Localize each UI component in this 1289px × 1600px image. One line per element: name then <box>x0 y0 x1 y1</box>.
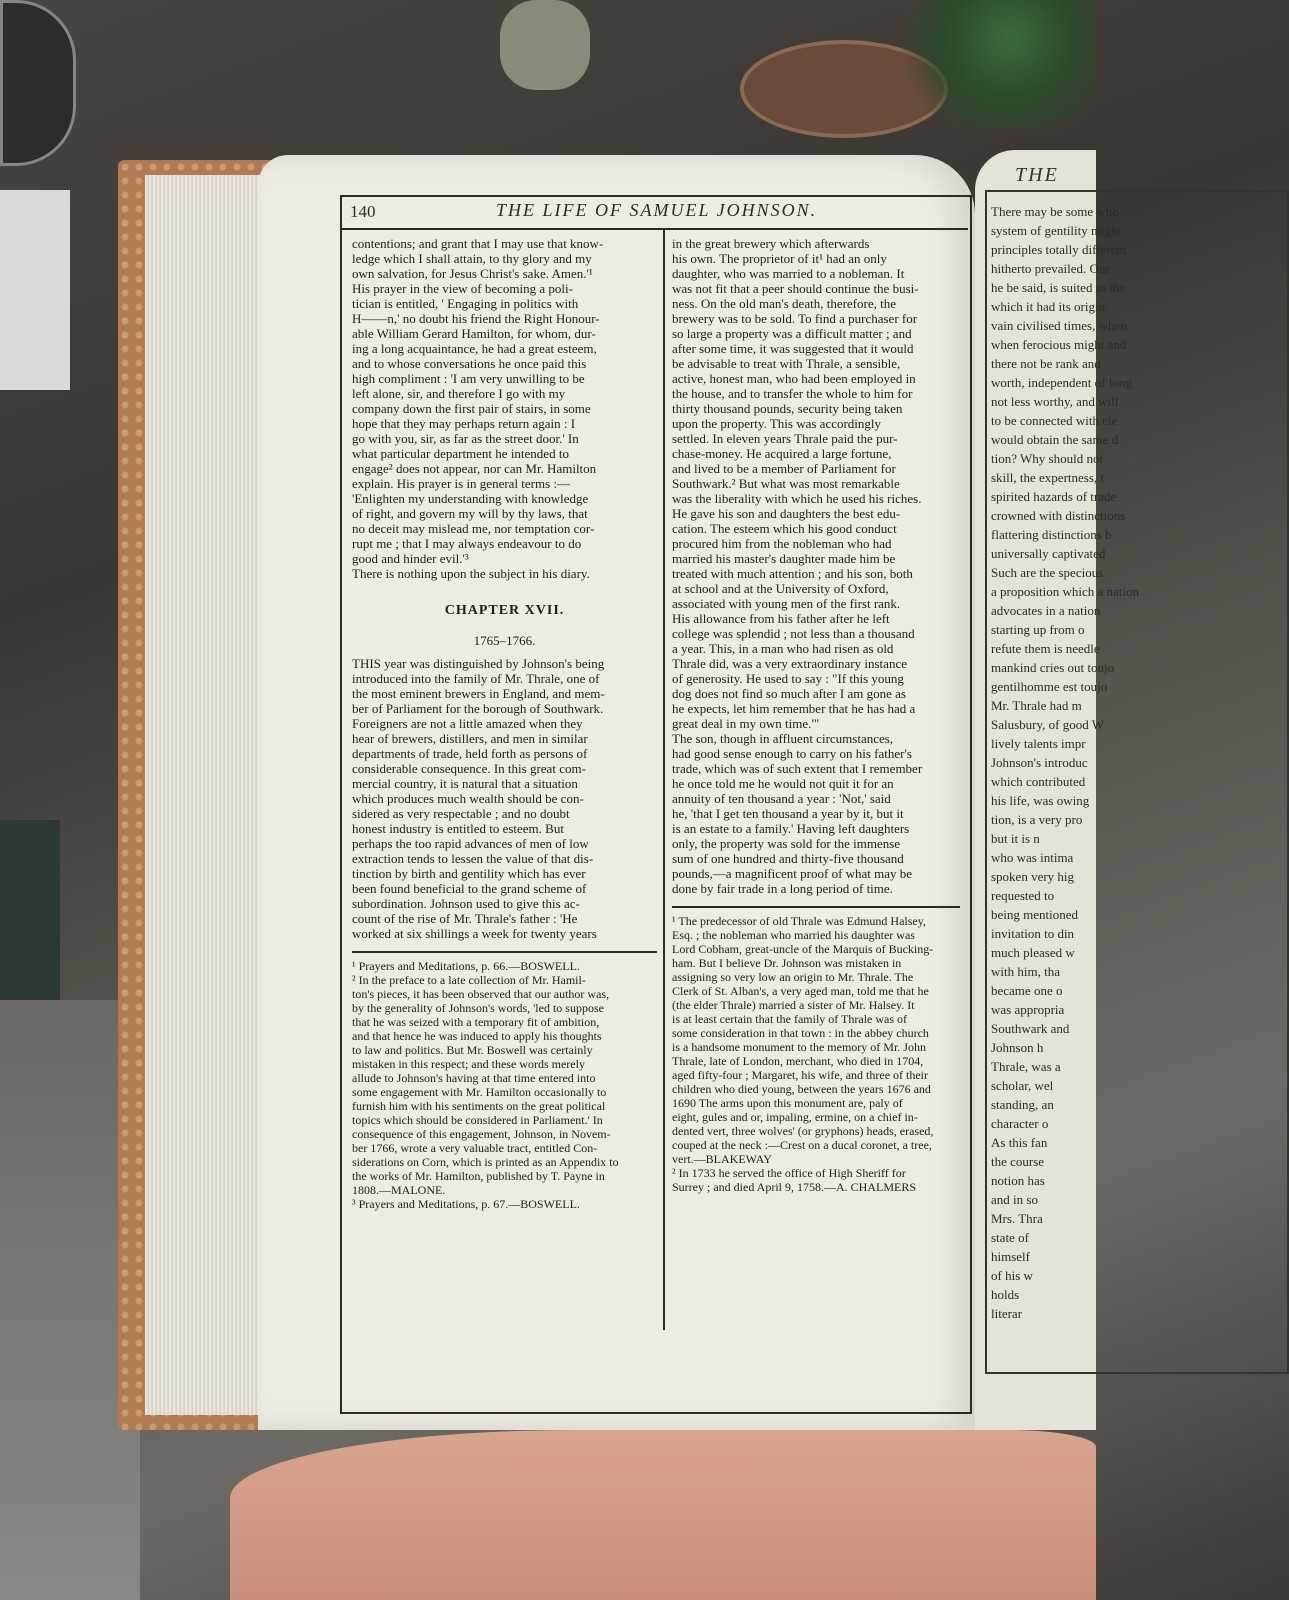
facing-text-line: lively talents impr <box>991 736 1086 751</box>
text-line: ledge which I shall attain, to thy glory and my <box>352 251 592 266</box>
facing-text-line: mankind cries out toujo <box>991 660 1115 675</box>
facing-text-line: Salusbury, of good W <box>991 717 1105 732</box>
facing-text-line: but it is n <box>991 831 1040 846</box>
facing-text-line: worth, independent of long <box>991 375 1132 390</box>
text-line: Esq. ; the nobleman who married his daughter was <box>672 928 915 942</box>
text-line: siderations on Corn, which is printed as an Appendix to <box>352 1155 619 1169</box>
text-line: Thrale did, was a very extraordinary instance <box>672 656 907 671</box>
facing-text-line: notion has <box>991 1173 1045 1188</box>
right-footnotes <box>672 906 960 1194</box>
text-line: high compliment : 'I am very unwilling to be <box>352 371 585 386</box>
text-line: he once told me he would not quit it for an <box>672 776 894 791</box>
facing-text-line: tion, is a very pro <box>991 812 1083 827</box>
text-line: treated with much attention ; and his son, both <box>672 566 913 581</box>
background-box <box>0 190 70 390</box>
text-line: after some time, it was suggested that it would <box>672 341 914 356</box>
text-line: active, honest man, who had been employed in <box>672 371 916 386</box>
facing-text-line: became one o <box>991 983 1063 998</box>
text-line: ber 1766, wrote a very valuable tract, entitled Con- <box>352 1141 598 1155</box>
text-line: His prayer in the view of becoming a poli- <box>352 281 573 296</box>
text-line: considerable consequence. In this great com- <box>352 761 586 776</box>
page-number: 140 <box>350 202 376 221</box>
text-line: was the liberality with which he used his riches. <box>672 491 922 506</box>
text-line: rupt me ; that I may always endeavour to do <box>352 536 582 551</box>
text-line: been found beneficial to the grand scheme of <box>352 881 587 896</box>
facing-text-line: Johnson's introduc <box>991 755 1088 770</box>
text-line: hope that they may perhaps return again : I <box>352 416 576 431</box>
text-line: engage² does not appear, nor can Mr. Hamilton <box>352 461 597 476</box>
text-line: His allowance from his father after he left <box>672 611 890 626</box>
text-line: ² In the preface to a late collection of Mr. Hamil- <box>352 973 586 987</box>
text-line: some consideration in that town : in the abbey church <box>672 1026 929 1040</box>
left-footnotes <box>352 951 657 1211</box>
text-line: had good sense enough to carry on his father's <box>672 746 912 761</box>
facing-text-line: invitation to din <box>991 926 1075 941</box>
facing-text-line: There may be some who <box>991 204 1119 219</box>
facing-text-line: there not be rank and <box>991 356 1101 371</box>
text-line: settled. In eleven years Thrale paid the pur- <box>672 431 898 446</box>
text-line: ing a long acquaintance, he had a great esteem, <box>352 341 597 356</box>
facing-text-line: and in so <box>991 1192 1038 1207</box>
facing-text-line: scholar, wel <box>991 1078 1054 1093</box>
facing-text-line: being mentioned <box>991 907 1079 922</box>
text-line: The son, though in affluent circumstances, <box>672 731 894 746</box>
spacer <box>352 581 657 596</box>
text-line: which produces much wealth should be con- <box>352 791 584 806</box>
text-line: at school and at the University of Oxford, <box>672 581 889 596</box>
text-line: great deal in my own time."' <box>672 716 819 731</box>
text-line: procured him from the nobleman who had <box>672 536 892 551</box>
text-line: tinction by birth and gentility which has ever <box>352 866 586 881</box>
text-line: ³ Prayers and Meditations, p. 67.—BOSWELL. <box>352 1197 580 1211</box>
facing-text-line: Such are the specious <box>991 565 1104 580</box>
text-line: Surrey ; and died April 9, 1758.—A. CHALMERS <box>672 1180 916 1194</box>
facing-text-line: the course <box>991 1154 1045 1169</box>
text-line: couped at the neck :—Crest on a ducal coronet, a tree, <box>672 1138 932 1152</box>
text-line: ² In 1733 he served the office of High Sheriff for <box>672 1166 906 1180</box>
text-line: and lived to be a member of Parliament for <box>672 461 896 476</box>
text-line: cation. The esteem which his good conduct <box>672 521 897 536</box>
text-line: the works of Mr. Hamilton, published by T. Payne in <box>352 1169 605 1183</box>
text-line: his own. The proprietor of it¹ had an only <box>672 251 887 266</box>
text-line: 1808.—MALONE. <box>352 1183 446 1197</box>
text-line: trade, which was of such extent that I remember <box>672 761 923 776</box>
facing-text-line: spoken very hig <box>991 869 1075 884</box>
text-line: that he was seized with a temporary fit of ambition, <box>352 1015 600 1029</box>
text-line: children who died young, between the years 1676 and <box>672 1082 931 1096</box>
facing-text-line: principles totally different <box>991 242 1127 257</box>
text-line: left alone, sir, and therefore I go with my <box>352 386 566 401</box>
facing-text-line: spirited hazards of trade <box>991 489 1117 504</box>
facing-text-line: refute them is needle <box>991 641 1100 656</box>
text-line: a year. This, in a man who had risen as old <box>672 641 894 656</box>
text-line: done by fair trade in a long period of time. <box>672 881 893 896</box>
background-jar <box>500 0 590 90</box>
facing-text-line: hitherto prevailed. Our <box>991 261 1110 276</box>
text-line: some engagement with Mr. Hamilton occasionally to <box>352 1085 607 1099</box>
background-lamp <box>0 0 76 166</box>
text-line: the house, and to transfer the whole to him for <box>672 386 913 401</box>
text-line: introduced into the family of Mr. Thrale, one of <box>352 671 600 686</box>
text-line: what particular department he intended to <box>352 446 569 461</box>
facing-text-line: character o <box>991 1116 1049 1131</box>
text-line: furnish him with his sentiments on the great political <box>352 1099 606 1113</box>
text-line: subordination. Johnson used to give this ac- <box>352 896 580 911</box>
facing-text-line: Mrs. Thra <box>991 1211 1043 1226</box>
text-line: Lord Cobham, great-uncle of the Marquis of Bucking- <box>672 942 934 956</box>
text-line: explain. His prayer is in general terms :— <box>352 476 571 491</box>
text-line: thirty thousand pounds, security being taken <box>672 401 903 416</box>
text-line: hear of brewers, distillers, and men in similar <box>352 731 588 746</box>
text-line: count of the rise of Mr. Thrale's father : 'He <box>352 911 578 926</box>
text-line: topics which should be considered in Parliament.' In <box>352 1113 603 1127</box>
text-line: able William Gerard Hamilton, for whom, dur- <box>352 326 596 341</box>
text-line: THIS year was distinguished by Johnson's being <box>352 656 605 671</box>
facing-text-line: Southwark and <box>991 1021 1070 1036</box>
text-line: he, 'that I get ten thousand a year by it, but it <box>672 806 904 821</box>
facing-text-line: much pleased w <box>991 945 1075 960</box>
facing-text-line: a proposition which a nation <box>991 584 1140 599</box>
text-line: (the elder Thrale) married a sister of Mr. Halsey. It <box>672 998 915 1012</box>
running-head-title: THE LIFE OF SAMUEL JOHNSON. <box>496 200 818 220</box>
text-line: was not fit that a peer should continue the busi- <box>672 281 919 296</box>
facing-text-line: state of <box>991 1230 1029 1245</box>
text-line: extraction tends to lessen the value of that dis- <box>352 851 594 866</box>
facing-text-line: crowned with distinctions <box>991 508 1126 523</box>
text-line: aged fifty-four ; Margaret, his wife, and three of their <box>672 1068 929 1082</box>
facing-text-line: Mr. Thrale had m <box>991 698 1082 713</box>
text-line: and to whose conversations he once paid this <box>352 356 587 371</box>
text-line: allude to Johnson's having at that time entered into <box>352 1071 596 1085</box>
facing-text-line: when ferocious might and <box>991 337 1127 352</box>
text-line: honest industry is entitled to esteem. But <box>352 821 564 836</box>
text-line: by the generality of Johnson's words, 'led to suppose <box>352 1001 604 1015</box>
text-line: chase-money. He acquired a large fortune, <box>672 446 892 461</box>
right-column <box>672 236 960 896</box>
facing-text-line: literar <box>991 1306 1023 1321</box>
text-line: ton's pieces, it has been observed that our author was, <box>352 987 610 1001</box>
facing-text-line: not less worthy, and will <box>991 394 1119 409</box>
facing-text-line: was appropria <box>991 1002 1065 1017</box>
facing-page <box>975 150 1140 1430</box>
text-line: tician is entitled, ' Engaging in politics with <box>352 296 579 311</box>
facing-text-line: universally captivated <box>991 546 1106 561</box>
text-line: Clerk of St. Alban's, a very aged man, told me that he <box>672 984 929 998</box>
text-line: is at least certain that the family of Thrale was of <box>672 1012 908 1026</box>
text-line: departments of trade, held forth as persons of <box>352 746 588 761</box>
page-edges <box>145 175 275 1415</box>
text-line: pounds,—a magnificent proof of what may be <box>672 866 913 881</box>
text-line: consequence of this engagement, Johnson, in Novem- <box>352 1127 611 1141</box>
text-line: ness. On the old man's death, therefore, the <box>672 296 896 311</box>
hand <box>230 1430 1096 1600</box>
text-line: be advisable to treat with Thrale, a sensible, <box>672 356 901 371</box>
text-line: married his master's daughter made him be <box>672 551 896 566</box>
chapter-years: 1765–1766. <box>473 633 536 648</box>
text-line: dog does not find so much after I am gone as <box>672 686 906 701</box>
text-line: daughter, who was married to a nobleman. It <box>672 266 905 281</box>
text-line: Thrale, late of London, merchant, who died in 1704, <box>672 1054 924 1068</box>
text-line: 'Enlighten my understanding with knowledge <box>352 491 589 506</box>
facing-text-line: starting up from o <box>991 622 1085 637</box>
text-line: own salvation, for Jesus Christ's sake. Amen.'¹ <box>352 266 593 281</box>
text-line: no deceit may mislead me, nor temptation cor- <box>352 521 595 536</box>
text-line: mercial country, it is natural that a situation <box>352 776 578 791</box>
facing-text-line: who was intima <box>991 850 1074 865</box>
text-line: of generosity. He used to say : "If this young <box>672 671 904 686</box>
text-line: the most eminent brewers in England, and mem- <box>352 686 605 701</box>
facing-running-head: THE <box>1015 164 1059 186</box>
facing-text-line: advocates in a nation <box>991 603 1101 618</box>
text-line: in the great brewery which afterwards <box>672 236 870 251</box>
facing-text-line: vain civilised times, when <box>991 318 1127 333</box>
facing-text-line: Thrale, was a <box>991 1059 1061 1074</box>
text-line: 1690 The arms upon this monument are, paly of <box>672 1096 903 1110</box>
text-line: Foreigners are not a little amazed when they <box>352 716 583 731</box>
text-line: H——n,' no doubt his friend the Right Honour- <box>352 311 600 326</box>
facing-text-line: with him, tha <box>991 964 1060 979</box>
text-line: mistaken in this respect; and these words merely <box>352 1057 585 1071</box>
right-column-wrap <box>672 236 960 1194</box>
facing-text-line: system of gentility might <box>991 223 1122 238</box>
facing-text-line: he be said, is suited to the <box>991 280 1125 295</box>
text-line: Southwark.² But what was most remarkable <box>672 476 900 491</box>
text-line: college was splendid ; not less than a thousand <box>672 626 915 641</box>
text-line: dented vert, three wolves' (or gryphons) heads, erased, <box>672 1124 934 1138</box>
text-line: assigning so very low an origin to Mr. Thrale. The <box>672 970 914 984</box>
facing-text-line: his life, was owing <box>991 793 1090 808</box>
facing-text-line: which contributed <box>991 774 1086 789</box>
text-line: and that hence he was induced to apply his thoughts <box>352 1029 602 1043</box>
facing-text-line: which it had its origin. <box>991 299 1109 314</box>
text-line: of right, and govern my will by thy laws, that <box>352 506 588 521</box>
text-line: ¹ The predecessor of old Thrale was Edmund Halsey, <box>672 914 926 928</box>
background-plant <box>880 0 1096 130</box>
text-line: associated with young men of the first rank. <box>672 596 901 611</box>
facing-text-line: holds <box>991 1287 1020 1302</box>
text-line: he expects, let him remember that he has had a <box>672 701 916 716</box>
left-column-wrap <box>352 236 657 1211</box>
text-line: vert.—BLAKEWAY <box>672 1152 772 1166</box>
facing-text-line: gentilhomme est toujo <box>991 679 1108 694</box>
running-head <box>346 200 946 224</box>
text-line: brewery was to be sold. To find a purchaser for <box>672 311 918 326</box>
facing-text-line: standing, an <box>991 1097 1054 1112</box>
text-line: contentions; and grant that I may use that know- <box>352 236 604 251</box>
text-line: worked at six shillings a week for twenty years <box>352 926 597 941</box>
facing-page-text <box>991 202 1139 1323</box>
text-line: is an estate to a family.' Having left daughters <box>672 821 910 836</box>
facing-text-line: would obtain the same d <box>991 432 1119 447</box>
chapter-title: CHAPTER XVII. <box>444 603 565 618</box>
facing-text-line: skill, the expertness, t <box>991 470 1105 485</box>
text-line: sum of one hundred and thirty-five thousand <box>672 851 904 866</box>
text-line: is a handsome monument to the memory of Mr. John <box>672 1040 926 1054</box>
text-line: annuity of ten thousand a year : 'Not,' said <box>672 791 891 806</box>
text-line: There is nothing upon the subject in his diary. <box>352 566 590 581</box>
facing-text-line: tion? Why should not <box>991 451 1104 466</box>
text-line: perhaps the too rapid advances of men of low <box>352 836 589 851</box>
facing-text-line: As this fan <box>991 1135 1048 1150</box>
text-line: go with you, sir, as far as the street door.' In <box>352 431 579 446</box>
text-line: only, the property was sold for the immense <box>672 836 901 851</box>
facing-text-line: Johnson h <box>991 1040 1044 1055</box>
header-rule <box>342 228 968 230</box>
text-line: ham. But I believe Dr. Johnson was mistaken in <box>672 956 902 970</box>
text-line: upon the property. This was accordingly <box>672 416 882 431</box>
text-line: company down the first pair of stairs, in some <box>352 401 591 416</box>
text-line: so large a property was a difficult matter ; and <box>672 326 912 341</box>
facing-text-line: flattering distinctions b <box>991 527 1112 542</box>
text-line: good and hinder evil.'³ <box>352 551 469 566</box>
text-line: ¹ Prayers and Meditations, p. 66.—BOSWELL. <box>352 959 580 973</box>
text-line: eight, gules and or, impaling, ermine, on a chief in- <box>672 1110 918 1124</box>
text-line: sidered as very respectable ; and no doubt <box>352 806 570 821</box>
facing-text-line: himself <box>991 1249 1030 1264</box>
left-column <box>352 236 657 941</box>
text-line: He gave his son and daughters the best edu- <box>672 506 901 521</box>
text-line: to law and politics. But Mr. Boswell was certainly <box>352 1043 593 1057</box>
facing-text-line: to be connected with ele <box>991 413 1118 428</box>
column-separator <box>663 230 665 1330</box>
facing-text-line: of his w <box>991 1268 1033 1283</box>
facing-text-line: requested to <box>991 888 1055 903</box>
text-line: ber of Parliament for the borough of Southwark. <box>352 701 604 716</box>
